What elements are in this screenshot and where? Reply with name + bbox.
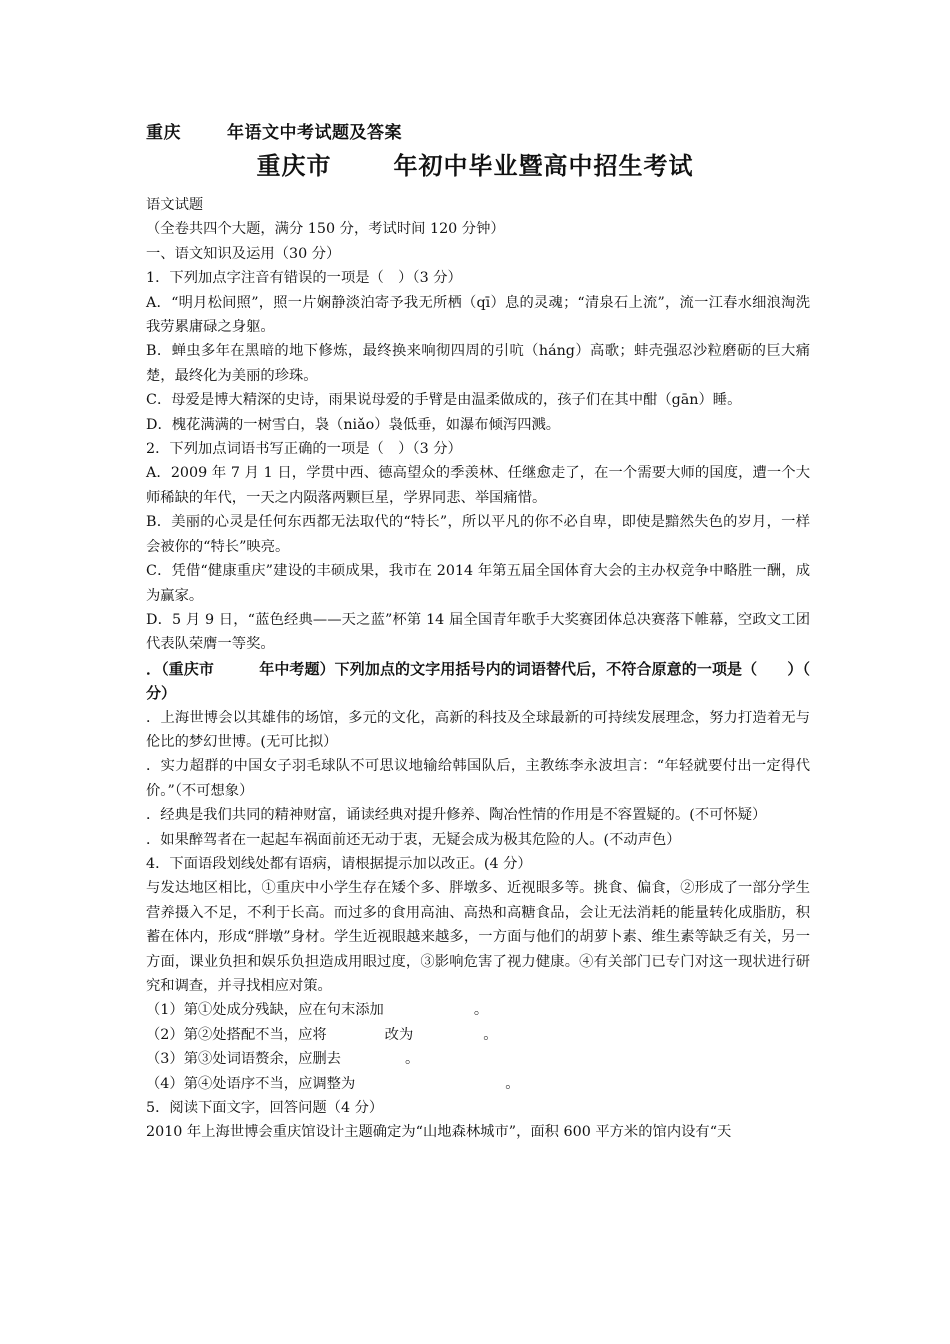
question-3: ．（重庆市 年中考题）下列加点的文字用括号内的词语替代后，不符合原意的一项是（ ）（ 分） [146, 659, 826, 703]
q3-option-2: ．实力超群的中国女子羽毛球队不可思议地输给韩国队后，主教练李永波坦言：“年轻就要付出一定得代价。”（不可想象） [146, 758, 810, 799]
q3-option-3: ．经典是我们共同的精神财富，诵读经典对提升修养、陶冶性情的作用是不容置疑的。(不可怀疑） [146, 807, 767, 824]
document-title [146, 118, 402, 143]
q3-option-4: ．如果醉驾者在一起起车祸面前还无动于衷，无疑会成为极其危险的人。(不动声色） [146, 831, 681, 848]
section-heading: 一、语文知识及运用（30 分） [146, 245, 341, 262]
doc-title-part-1: 重庆 [146, 123, 181, 143]
q4-item-4: （4）第④处语序不当，应调整为 。 [146, 1075, 520, 1092]
exam-title [0, 146, 950, 181]
q2-option-d: D．5 月 9 日，“蓝色经典——天之蓝”杯第 14 届全国青年歌手大奖赛团体总决赛落下帷幕，空政文工团代表队荣膺一等奖。 [146, 611, 810, 653]
q1-option-c: C．母爱是博大精深的史诗，雨果说母爱的手臂是由温柔做成的，孩子们在其中酣（gān）睡。 [146, 392, 742, 409]
document-body [146, 193, 826, 1145]
doc-title-part-2: 年语文中考试题及答案 [227, 123, 402, 143]
q4-item-1: （1）第①处成分残缺，应在句末添加 。 [146, 1002, 489, 1019]
q1-option-b: B．蝉虫多年在黑暗的地下修炼，最终换来响彻四周的引吭（háng）高歌；蚌壳强忍沙粒磨砺的巨大痛楚，最终化为美丽的珍珠。 [146, 343, 810, 384]
q1-option-d: D．槐花满满的一树雪白，袅（niǎo）袅低垂，如瀑布倾泻四溅。 [146, 416, 561, 433]
subject-label: 语文试题 [146, 197, 204, 213]
exam-title-part-1: 重庆市 [256, 152, 332, 180]
q2-option-b: B．美丽的心灵是任何东西都无法取代的“特长”，所以平凡的你不必自卑，即使是黯然失色的岁月，一样会被你的“特长”映亮。 [146, 514, 810, 555]
q3-option-1: ．上海世博会以其雄伟的场馆，多元的文化，高新的科技及全球最新的可持续发展理念，努力打造着无与伦比的梦幻世博。(无可比拟） [146, 709, 810, 750]
q2-option-a: A．2009 年 7 月 1 日，学贯中西、德高望众的季羡林、任继愈走了，在一个需要大师的国度，遭一个大师稀缺的年代，一天之内陨落两颗巨星，学界同悲、举国痛惜。 [146, 465, 810, 506]
question-1: 1．下列加点字注音有错误的一项是（ ）（3 分） [146, 270, 462, 287]
q1-option-a: A．“明月松间照”，照一片娴静淡泊寄予我无所栖（qī）息的灵魂；“清泉石上流”，流一江春水细浪淘洗我劳累庸碌之身躯。 [146, 294, 810, 336]
q2-option-c: C．凭借“健康重庆”建设的丰硕成果，我市在 2014 年第五届全国体育大会的主办权竞争中略胜一酬，成为赢家。 [146, 563, 810, 604]
question-4: 4．下面语段划线处都有语病，请根据提示加以改正。(4 分） [146, 855, 532, 872]
exam-info: （全卷共四个大题，满分 150 分，考试时间 120 分钟） [146, 221, 505, 238]
q4-item-2: （2）第②处搭配不当，应将 改为 。 [146, 1026, 498, 1043]
question-5: 5．阅读下面文字，回答问题（4 分） [146, 1100, 384, 1117]
q4-item-3: （3）第③处词语赘余，应删去 。 [146, 1051, 420, 1068]
q5-text: 2010 年上海世博会重庆馆设计主题确定为“山地森林城市”，面积 600 平方米的馆内设有“天 [146, 1124, 732, 1141]
exam-title-part-2: 年初中毕业暨高中招生考试 [393, 152, 694, 180]
q4-passage: 与发达地区相比，①重庆中小学生存在矮个多、胖墩多、近视眼多等。挑食、偏食，②形成了一部分学生营养摄入不足，不利于长高。而过多的食用高油、高热和高糖食品，会让无法消耗的能量转化成脂肪，积蓄在体内，形成“胖墩”身材。学生近视眼越来越多，一方面与他们的胡萝卜素、维生素等缺乏有关，另一方面，课业负担和娱乐负担造成用眼过度，③影响危害了视力健康。④有关部门已专门对这一现状进行研究和调查，并寻找相应对策。 [146, 880, 810, 994]
question-2: 2．下列加点词语书写正确的一项是（ ）（3 分） [146, 441, 462, 458]
